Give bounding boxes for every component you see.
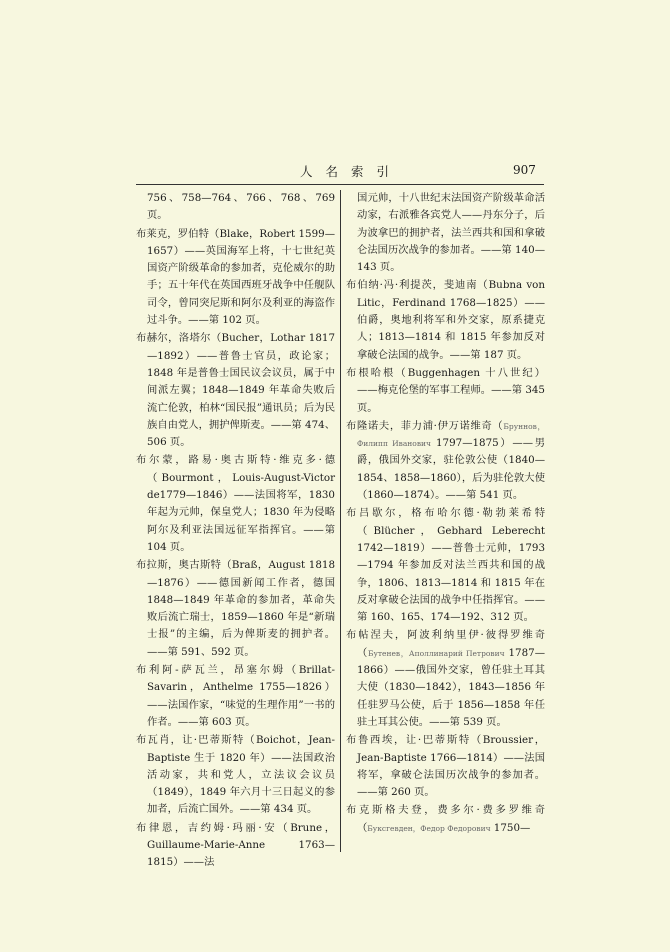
entry-text: 布隆诺夫，菲力浦·伊万诺维奇（ [346,419,504,432]
index-entry: 布莱克，罗伯特（Blake，Robert 1599—1657）——英国海军上将，十七世纪英国资产阶级革命的参加者，克伦威尔的助手；五十年代在英国西班牙战争中任舰队司令，曾同突尼斯和阿尔及利亚的海盗作过斗争。——第 102 页。 [136,227,335,327]
left-column [136,190,335,873]
page-number: 907 [513,163,536,177]
index-entry: 布赫尔，洛塔尔（Bucher，Lothar 1817—1892）——普鲁士官员，政论家；1848 年是普鲁士国民议会议员，属于中间派左翼；1848—1849 年革命失败后流亡伦敦，柏林“国民报”通讯员；后为民族自由党人，拥护俾斯麦。——第 474、506 页。 [136,332,335,449]
index-entry: 布尔蒙，路易·奥古斯特·维克多·德（Bourmont，Louis-August-Victor de1779—1846）——法国将军，1830 年起为元帅，保皇党人；1830 年为侵略阿尔及利亚法国远征军指挥官。——第 104 页。 [136,454,335,553]
index-entry [346,627,545,731]
index-entry [346,802,545,837]
index-entry: 布鲁西埃，让·巴蒂斯特（Broussier，Jean-Baptiste 1766—1814）——法国将军，拿破仑法国历次战争的参加者。——第 260 页。 [346,734,545,799]
index-entry: 布瓦肖，让·巴蒂斯特（Boichot，Jean-Baptiste 生于 1820 年）——法国政治活动家，共和党人，立法议会议员（1849），1849 年六月十三日起义的参加者，后流亡国外。——第 434 页。 [136,734,335,816]
entry-text: 布帖涅夫，阿波利纳里伊·彼得罗维奇（ [346,629,545,659]
entry-text: 1797—1875）——男爵，俄国外交家，驻伦敦公使（1840—1854、1858—1860），后为驻伦敦大使（1860—1874）。——第 541 页。 [357,437,545,502]
entry-text: 1750— [490,821,531,834]
header-rule [136,184,544,185]
index-entry: 国元帅，十八世纪末法国资产阶级革命活动家，右派雅各宾党人——丹东分子，后为波拿巴的拥护者，法兰西共和国和拿破仑法国历次战争的参加者。——第 140—143 页。 [357,192,545,274]
index-entry: 布伯纳·冯·利提茨，斐迪南（Bubna von Litic，Ferdinand 1768—1825）——伯爵，奥地利将军和外交家，原系捷克人；1813—1814 和 1815 年参加反对拿破仑法国的战争。——第 187 页。 [346,279,545,361]
running-header-title: 人名索引 [300,164,403,179]
right-column [346,190,545,838]
index-entry: 布吕歇尔，格布哈尔德·勒勃莱希特（Blücher，Gebhard Leberecht 1742—1819）——普鲁士元帅，1793—1794 年参加反对法兰西共和国的战争，1806、1813—1814 和 1815 年在反对拿破仑法国的战争中任指挥官。——第 160、165、174—192、312 页。 [346,507,545,624]
index-entry [346,418,545,504]
cyrillic-name: Бутенев，Аполлинарий Петрович [367,648,505,658]
index-entry: 布利阿-萨瓦兰，昂塞尔姆（Brillat-Savarin，Anthelme 1755—1826）——法国作家，“味觉的生理作用”一书的作者。——第 603 页。 [136,664,335,728]
index-entry: 布拉斯，奥古斯特（Braß，August 1818—1876）——德国新闻工作者，德国 1848—1849 年革命的参加者，革命失败后流亡瑞士，1859—1860 年是“新瑞士报”的主编，后为俾斯麦的拥护者。——第 591、592 页。 [136,559,335,658]
entry-text: 布克斯格夫登，费多尔·费多罗维奇（ [346,804,545,834]
cyrillic-name: Бруннов，Филипп Иванович [357,421,545,449]
index-entry: 756、758—764、766、768、769 页。 [147,192,335,222]
index-entry: 布律恩，吉约姆·玛丽·安（Brune，Guillaume-Marie-Anne 1763—1815）——法 [136,821,335,869]
column-divider [340,190,341,852]
entry-text: 1787—1866）——俄国外交家，曾任驻土耳其大使（1830—1842），1843—1856 年任驻罗马公使，后于 1856—1858 年任驻土耳其公使。——第 539 页。 [357,646,546,728]
index-entry: 布根哈根（Buggenhagen 十八世纪）——梅克伦堡的军事工程师。——第 345 页。 [346,366,545,414]
cyrillic-name: Буксгевден，Федор Федорович [367,823,491,833]
